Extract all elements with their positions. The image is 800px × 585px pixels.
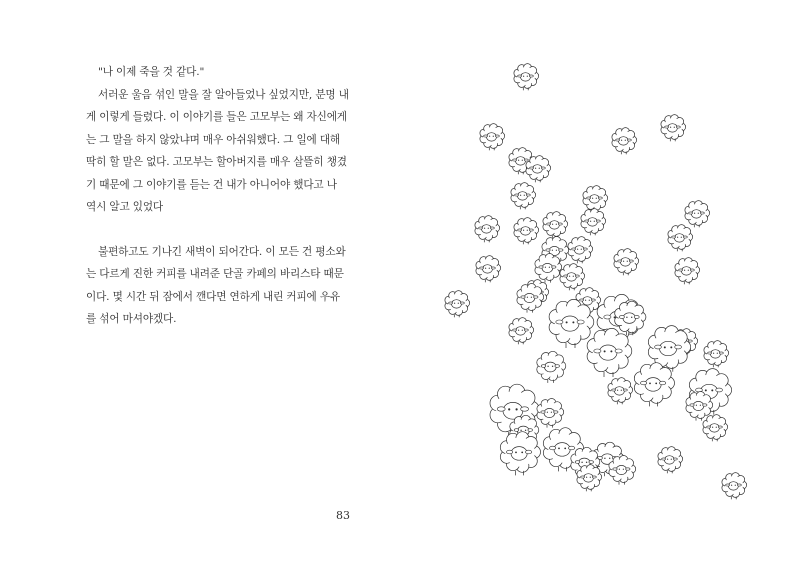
sheep-icon bbox=[634, 363, 674, 407]
sheep-flock-illustration bbox=[400, 0, 800, 585]
sheep-icon bbox=[514, 218, 539, 245]
sheep-icon bbox=[480, 124, 505, 151]
text-line: 서러운 울음 섞인 말을 잘 알아들었나 싶었지만, 분명 내 bbox=[98, 88, 349, 101]
sheep-icon bbox=[583, 186, 608, 213]
sheep-icon bbox=[685, 201, 710, 228]
sheep-icon bbox=[608, 378, 633, 405]
sheep-icon bbox=[476, 256, 501, 283]
sheep-icon bbox=[581, 209, 606, 236]
sheep-icon bbox=[445, 291, 470, 318]
sheep-icon bbox=[475, 216, 500, 243]
sheep-icon bbox=[577, 465, 602, 492]
sheep-icon bbox=[675, 258, 700, 285]
sheep-icon bbox=[587, 328, 632, 377]
sheep-icon bbox=[661, 115, 686, 142]
sheep-icon bbox=[704, 341, 729, 368]
sheep-icon bbox=[612, 128, 637, 155]
sheep-icon bbox=[560, 264, 585, 291]
text-line: 딱히 할 말은 없다. 고모부는 할아버지를 매우 살뜰히 챙겼 bbox=[86, 156, 347, 168]
right-page bbox=[400, 0, 800, 585]
sheep-icon bbox=[509, 318, 534, 345]
paragraph-1 bbox=[86, 61, 378, 84]
sheep-icon bbox=[517, 284, 544, 313]
text-line: "나 이제 죽을 것 같다." bbox=[98, 66, 205, 78]
sheep-icon bbox=[658, 447, 683, 474]
paragraph-3 bbox=[86, 241, 378, 331]
sheep-icon bbox=[535, 253, 562, 282]
sheep-icon bbox=[703, 415, 728, 442]
sheep-icon bbox=[614, 249, 639, 276]
text-line: 를 섞어 마셔야겠다. bbox=[86, 313, 177, 325]
sheep-icon bbox=[543, 212, 568, 239]
paragraph-2 bbox=[86, 84, 378, 219]
sheep-icon bbox=[514, 64, 539, 91]
text-line: 역시 알고 있었다 bbox=[86, 201, 164, 213]
text-line: 이다. 몇 시간 뒤 잠에서 깬다면 연하게 내린 커피에 우유 bbox=[86, 290, 341, 303]
sheep-icon bbox=[668, 225, 693, 252]
sheep-icon bbox=[609, 456, 636, 485]
sheep-icon bbox=[537, 399, 564, 428]
body-text bbox=[86, 61, 378, 331]
sheep-icon bbox=[549, 299, 594, 348]
sheep-icon bbox=[537, 351, 566, 383]
sheep-icon bbox=[722, 473, 747, 500]
sheep-icon bbox=[511, 183, 536, 210]
text-line: 는 다르게 진한 커피를 내려준 단골 카페의 바리스타 때문 bbox=[86, 268, 344, 280]
text-line: 는 그 말을 하지 않았냐며 매우 아쉬워했다. 그 일에 대해 bbox=[86, 133, 341, 146]
page-number: 83 bbox=[336, 509, 350, 522]
sheep-icon bbox=[500, 432, 540, 476]
text-line: 불편하고도 기나긴 새벽이 되어간다. 이 모든 건 평소와 bbox=[98, 245, 346, 258]
text-line: 기 때문에 그 이야기를 듣는 건 내가 아니어야 했다고 나 bbox=[86, 178, 337, 191]
text-line: 게 이렇게 들렸다. 이 이야기를 들은 고모부는 왜 자신에게 bbox=[86, 111, 347, 123]
paragraph-gap bbox=[86, 219, 378, 241]
sheep-icon bbox=[568, 237, 593, 264]
sheep-icon bbox=[526, 156, 551, 183]
